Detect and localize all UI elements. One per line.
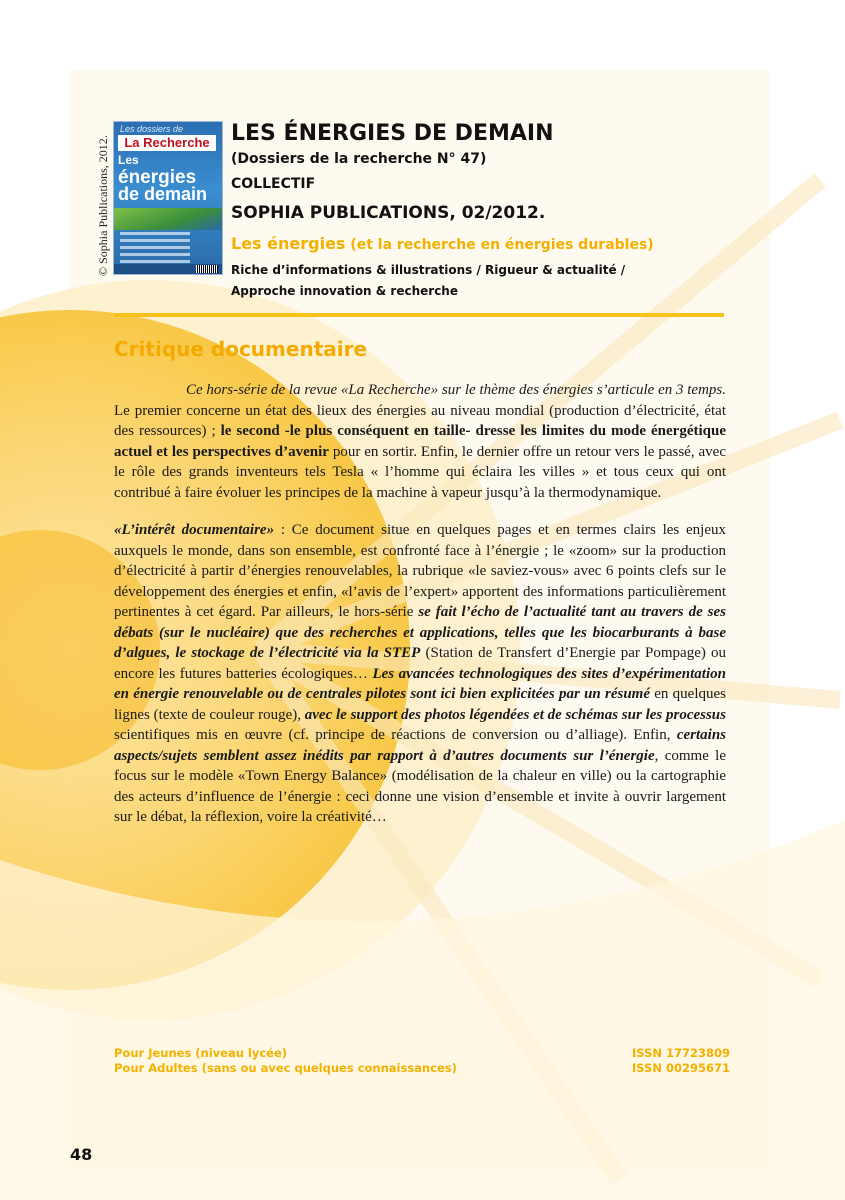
issn-2: ISSN 00295671 <box>632 1061 730 1075</box>
paragraph-1: Ce hors-série de la revue «La Recherche» sur le thème des énergies s’articule en 3 temps. Le premier concerne un état des lieux des énergies au niveau mondial (production d’électricité, état des ressources) ; le second -le plus conséquent en taille- dresse les limites du mode énergétique actuel et les perspectives d’avenir pour en sortir. Enfin, le dernier offre un retour vers le passé, avec le rôle des grands inventeurs tels Tesla « l’homme qui éclaira les villes » et tous ceux qui ont contribué à faire évoluer les principes de la machine à vapeur jusqu’à la thermodynamique. <box>114 382 727 501</box>
audience-info <box>114 1046 457 1076</box>
review-body <box>114 380 726 845</box>
divider-rule <box>114 313 724 317</box>
book-cover-image <box>114 122 222 274</box>
book-publisher: SOPHIA PUBLICATIONS, 02/2012. <box>231 203 546 223</box>
audience-adults: Pour Adultes (sans ou avec quelques connaissances) <box>114 1061 457 1075</box>
book-author: COLLECTIF <box>231 176 316 192</box>
issn-1: ISSN 17723809 <box>632 1046 730 1060</box>
paragraph-2: «L’intérêt documentaire» : Ce document situe en quelques pages et en termes clairs les enjeux auxquels le monde, dans son ensemble, est confronté face à l’énergie ; le «zoom» sur la production d’électricité à partir d’énergies renouvelables, la rubrique «le saviez-vous» avec 6 points clefs sur le développement des énergies et enfin, «l’avis de l’expert» apportent des informations particulièrement pertinentes à cet égard. Par ailleurs, le hors-série se fait l’écho de l’actualité tant au travers de ses débats (sur le nucléaire) que des recherches et applications, telles que les biocarburants à base d’algues, le stockage de l’électricité via la STEP (Station de Transfert d’Energie par Pompage) ou encore les futures batteries écologiques… Les avancées technologiques des sites d’expérimentation en énergie renouvelable ou de centrales pilotes sont ici bien explicitées par un résumé en quelques lignes (texte de couleur rouge), avec le support des photos légendées et de schémas sur les processus scientifiques mis en œuvre (cf. principe de réactions de conversion ou d’alliage). Enfin, certains aspects/sujets semblent assez inédits par rapport à d’autres documents sur l’énergie, comme le focus sur le modèle «Town Energy Balance» (modélisation de la chaleur en ville) ou la cartographie des acteurs d’influence de l’énergie : ceci donne une vision d’ensemble et invite à ouvrir largement sur le débat, la réflexion, voire la créativité… <box>114 522 726 825</box>
cover-landscape <box>114 208 222 230</box>
barcode-icon <box>196 265 218 273</box>
cover-title: Les énergies de demain <box>118 153 208 204</box>
book-subtitle: (Dossiers de la recherche N° 47) <box>231 151 487 167</box>
section-title: Critique documentaire <box>114 337 368 361</box>
book-theme: Les énergies (et la recherche en énergies durables) <box>231 234 654 253</box>
book-title: LES ÉNERGIES DE DEMAIN <box>231 121 554 146</box>
cover-series: Les dossiers de <box>120 124 184 134</box>
copyright-notice: © Sophia Publications, 2012. <box>96 135 110 276</box>
book-keywords-line1: Riche d’informations & illustrations / Rigueur & actualité / <box>231 263 626 277</box>
book-keywords-line2: Approche innovation & recherche <box>231 284 458 298</box>
issn-info <box>632 1046 730 1076</box>
page-number: 48 <box>70 1145 93 1164</box>
cover-contents-lines <box>120 232 190 267</box>
audience-youth: Pour Jeunes (niveau lycée) <box>114 1046 288 1060</box>
cover-brand: La Recherche <box>118 135 216 151</box>
